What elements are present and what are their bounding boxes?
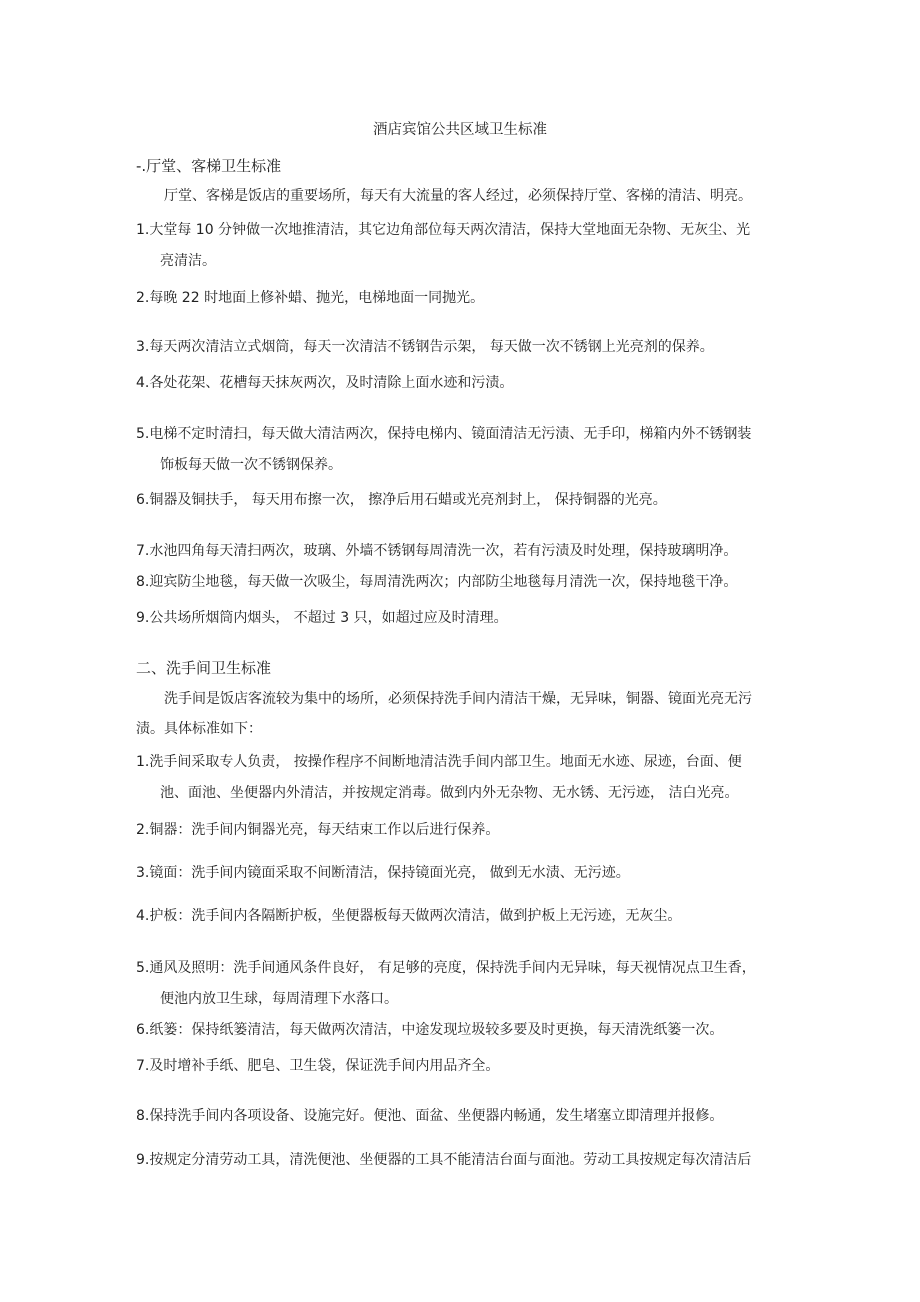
list-item: 3.每天两次清洁立式烟筒，每天一次清洁不锈钢告示架， 每天做一次不锈钢上光亮剂的保养。 [136, 339, 714, 355]
list-item: 7.水池四角每天清扫两次，玻璃、外墙不锈钢每周清洗一次，若有污渍及时处理，保持玻璃明净。 [136, 543, 738, 559]
list-item: 5.通风及照明：洗手间通风条件良好， 有足够的亮度，保持洗手间内无异味，每天视情况点卫生香， [136, 960, 756, 976]
list-item: 2.铜器：洗手间内铜器光亮，每天结束工作以后进行保养。 [136, 822, 500, 838]
list-item: 1.大堂每 10 分钟做一次地推清洁，其它边角部位每天两次清洁，保持大堂地面无杂物、无灰尘、光 [136, 222, 751, 238]
section-heading-restroom: 二、洗手间卫生标准 [136, 659, 272, 677]
list-item-continuation: 亮清洁。 [160, 253, 216, 269]
list-item: 4.各处花架、花槽每天抹灰两次，及时清除上面水迹和污渍。 [136, 375, 514, 391]
list-item: 8.保持洗手间内各项设备、设施完好。便池、面盆、坐便器内畅通，发生堵塞立即清理并报修。 [136, 1108, 724, 1124]
list-item: 6.纸篓：保持纸篓清洁，每天做两次清洁，中途发现垃圾较多要及时更换，每天清洗纸篓一次。 [136, 1022, 724, 1038]
list-item: 3.镜面：洗手间内镜面采取不间断清洁，保持镜面光亮， 做到无水渍、无污迹。 [136, 865, 630, 881]
list-item: 9.公共场所烟筒内烟头， 不超过 3 只，如超过应及时清理。 [136, 610, 508, 626]
section-heading-lobby: -.厅堂、客梯卫生标准 [136, 157, 282, 175]
section-intro-restroom: 洗手间是饭店客流较为集中的场所，必须保持洗手间内清洁干燥，无异味，铜器、镜面光亮无污 [164, 691, 752, 707]
list-item: 6.铜器及铜扶手， 每天用布擦一次， 擦净后用石蜡或光亮剂封上， 保持铜器的光亮。 [136, 492, 667, 508]
list-item: 9.按规定分清劳动工具，清洗便池、坐便器的工具不能清洁台面与面池。劳动工具按规定每次清洁后 [136, 1152, 752, 1168]
list-item: 8.迎宾防尘地毯，每天做一次吸尘，每周清洗两次；内部防尘地毯每月清洗一次，保持地毯干净。 [136, 574, 738, 590]
list-item: 5.电梯不定时清扫，每天做大清洁两次，保持电梯内、镜面清洁无污渍、无手印，梯箱内外不锈钢装 [136, 426, 752, 442]
list-item-continuation: 池、面池、坐便器内外清洁，并按规定消毒。做到内外无杂物、无水锈、无污迹， 洁白光亮。 [160, 785, 739, 801]
list-item: 4.护板：洗手间内各隔断护板，坐便器板每天做两次清洁，做到护板上无污迹，无灰尘。 [136, 908, 682, 924]
section-intro-restroom-continuation: 渍。具体标准如下： [136, 721, 262, 737]
document-title: 酒店宾馆公共区域卫生标准 [373, 122, 547, 138]
list-item-continuation: 便池内放卫生球，每周清理下水落口。 [160, 991, 398, 1007]
section-intro-lobby: 厅堂、客梯是饭店的重要场所，每天有大流量的客人经过，必须保持厅堂、客梯的清洁、明亮。 [164, 188, 752, 204]
list-item-continuation: 饰板每天做一次不锈钢保养。 [160, 457, 342, 473]
list-item: 2.每晚 22 时地面上修补蜡、抛光，电梯地面一同抛光。 [136, 290, 485, 306]
list-item: 1.洗手间采取专人负责， 按操作程序不间断地清洁洗手间内部卫生。地面无水迹、尿迹，台面、便 [136, 754, 742, 770]
list-item: 7.及时增补手纸、肥皂、卫生袋，保证洗手间内用品齐全。 [136, 1058, 500, 1074]
